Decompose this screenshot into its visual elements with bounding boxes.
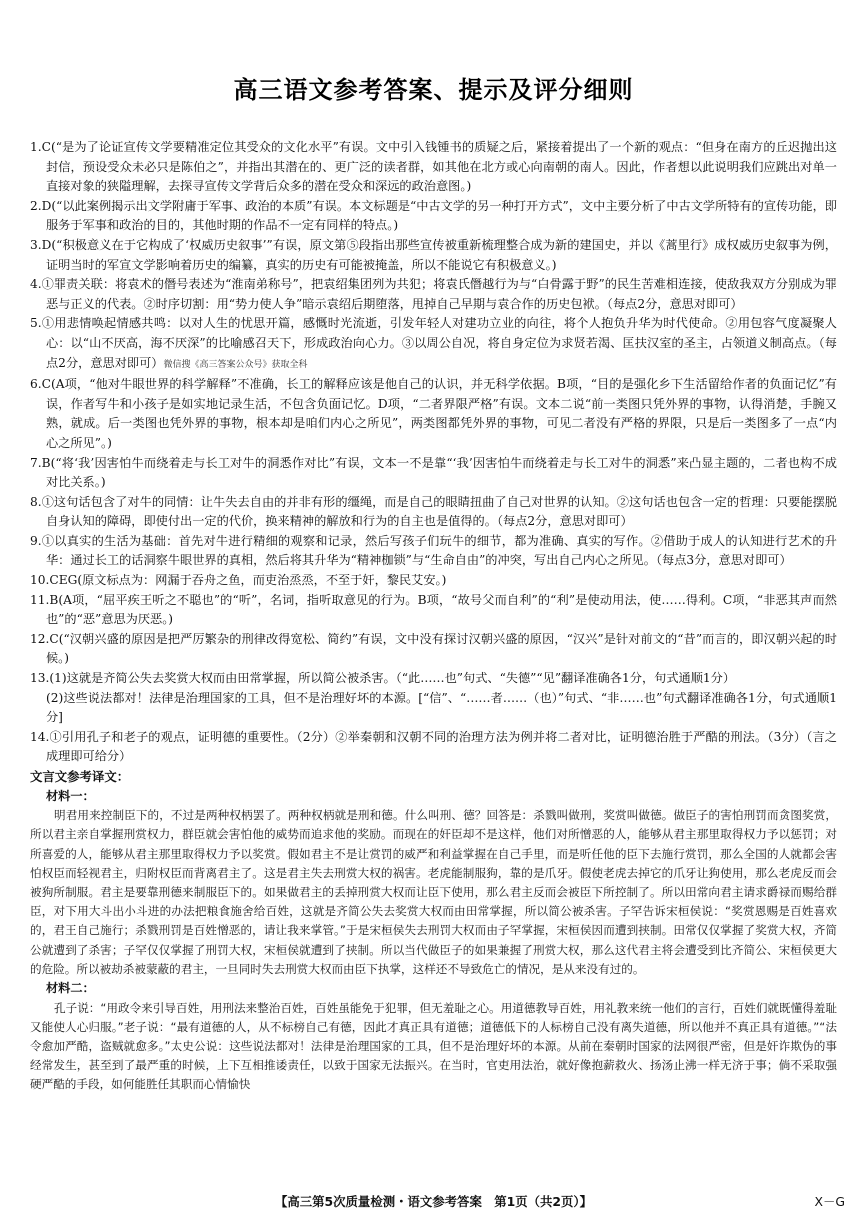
answer-text: ①这句话包含了对牛的同情：让牛失去自由的并非有形的缰绳，而是自己的眼睛扭曲了自己对世界的认知。②这句话也包含一定的哲理：只要能摆脱自身认知的障碍，即使付出一定的代价，换来精神的解放和行为的自主也是值得的。（每点2分，意思对即可） xyxy=(41,494,837,529)
material-1-translation: 明君用来控制臣下的，不过是两种权柄罢了。两种权柄就是刑和德。什么叫刑、德？回答是：杀戮叫做刑，奖赏叫做德。做臣子的害怕刑罚而贪图奖赏，所以君主亲自掌握刑赏权力，群臣就会害怕他的威势而追求他的奖励。而现在的奸臣却不是这样，他们对所憎恶的人，能够从君主那里取得权力予以惩罚；对所喜爱的人，能够从君主那里取得权力予以奖赏。假如君主不是让赏罚的威严和利益掌握在自己手里，而是听任他的臣下去施行赏罚，那么全国的人就都会害怕权臣而轻视君主，归附权臣而背离君主了。这是君主失去刑赏大权的祸害。老虎能制服狗，靠的是爪牙。假使老虎去掉它的爪牙让狗使用，那么老虎反而会被狗所制服。君主是要靠刑德来制服臣下的。如果做君主的丢掉刑赏大权而让臣下使用，那么君主反而会被臣下所控制了。所以田常向君主请求爵禄而赐给群臣，对下用大斗出小斗进的办法把粮食施舍给百姓，这就是齐简公失去奖赏大权而由田常掌握，所以简公被杀害。子罕告诉宋桓侯说：“奖赏恩赐是百姓喜欢的，君王自己施行；杀戮刑罚是百姓憎恶的，请让我来掌管。”于是宋桓侯失去刑罚大权而由子罕掌握，宋桓侯因而遭到挟制。田常仅仅掌握了奖赏大权，齐简公就遭到了杀害；子罕仅仅掌握了刑罚大权，宋桓侯就遭到了挟制。所以当代做臣子的如果兼握了刑赏大权，那么这代君主将会遭受到比齐简公、宋桓侯更大的危险。所以被劫杀被蒙蔽的君主，一旦同时失去刑赏大权而由臣下执掌，这样还不导致危亡的情况，是从来没有过的。 xyxy=(30,808,837,976)
answer-text: D(“以此案例揭示出文学附庸于军事、政治的本质”有误。本文标题是“中古文学的另一种打开方式”，文中主要分析了中古文学所特有的宣传功能，即服务于军事和政治的目的，其他时期的作品不一定有同样的特点。) xyxy=(41,198,837,233)
answer-number: 5. xyxy=(30,316,42,331)
answer-11 xyxy=(30,591,837,630)
answer-7 xyxy=(30,454,837,493)
material-1-heading: 材料一： xyxy=(46,788,95,803)
answer-text: C(“汉朝兴盛的原因是把严厉繁杂的刑律改得宽松、简约”有误，文中没有探讨汉朝兴盛的原因，“汉兴”是针对前文的“昔”而言的，即汉朝兴起的时候。) xyxy=(46,631,837,666)
answer-5 xyxy=(30,314,837,375)
answer-text: ①以真实的生活为基础：首先对牛进行精细的观察和记录，然后写孩子们玩牛的细节，都为准确、真实的写作。②借助于成人的认知进行艺术的升华：通过长工的话洞察牛眼世界的真相，然后将其升华为“精神枷锁”与“生命自由”的冲突，写出自己内心之所见。（每点3分，意思对即可） xyxy=(41,533,837,568)
material-2-heading: 材料二： xyxy=(46,981,95,996)
answer-10 xyxy=(30,571,837,591)
answers-content xyxy=(30,138,837,1095)
answer-text: (1)这就是齐简公失去奖赏大权而由田常掌握，所以简公被杀害。（“此……也”句式、“失德”“见”翻译准确各1分，句式通顺1分） xyxy=(49,671,736,686)
page-footer: 【高三第5次质量检测・语文参考答案 第1页（共2页）】 xyxy=(274,1194,593,1209)
answer-number: 1. xyxy=(30,140,42,154)
answer-number: 13. xyxy=(30,671,50,686)
answer-text: D(“积极意义在于它构成了‘权威历史叙事’”有误，原文第⑤段指出那些宣传被重新梳理整合成为新的建国史，并以《蒿里行》成权威历史叙事为例，证明当时的军宣文学影响着历史的编纂，真实的历史有可能被掩盖，所以不能说它有积极意义。) xyxy=(41,237,837,272)
answer-number: 14. xyxy=(30,729,50,744)
answer-text: B(“将‘我’因害怕牛而绕着走与长工对牛的洞悉作对比”有误，文本一不是靠“‘我’因害怕牛而绕着走与长工对牛的洞悉”来凸显主题的，二者也构不成对比关系。) xyxy=(41,455,837,490)
answer-number: 4. xyxy=(30,277,42,292)
answer-number: 10. xyxy=(30,573,50,588)
answer-text: C(“是为了论证宣传文学要精准定位其受众的文化水平”有误。文中引入钱锺书的质疑之后，紧接着提出了一个新的观点：“但身在南方的丘迟抛出这封信，预设受众未必只是陈伯之”，并指出其潜在的、更广泛的读者群，如其他在北方或心向南朝的南人。因此，作者想以此说明我们应跳出对单一直接对象的狭隘理解，去探寻宣传文学背后众多的潜在受众和深远的政治意图。) xyxy=(41,140,837,194)
answer-4 xyxy=(30,275,837,314)
answer-number: 8. xyxy=(30,494,42,509)
answer-14 xyxy=(30,728,837,767)
answer-12 xyxy=(30,630,837,669)
answer-6 xyxy=(30,375,837,453)
translation-heading: 文言文参考译文： xyxy=(30,769,130,784)
answer-number: 6. xyxy=(30,377,42,392)
answer-text: CEG(原文标点为：网漏于吞舟之鱼，而吏治烝烝，不至于奸，黎民艾安。) xyxy=(49,573,447,588)
answer-text: ①用悲情唤起情感共鸣：以对人生的忧思开篇，感慨时光流逝，引发年轻人对建功立业的向往，将个人抱负升华为时代使命。②用包容气度凝聚人心：以“山不厌高，海不厌深”的比喻感召天下，形成政治向心力。③以周公自况，将自身定位为求贤若渴、匡扶汉室的圣主，占领道义制高点。（每点2分，意思对即可） xyxy=(41,316,837,370)
answer-number: 9. xyxy=(30,533,42,548)
answer-text: ①引用孔子和老子的观点，证明德的重要性。（2分）②举秦朝和汉朝不同的治理方法为例并将二者对比，证明德治胜于严酷的刑法。（3分）（言之成理即可给分） xyxy=(46,729,837,764)
answer-3 xyxy=(30,236,837,275)
material-2-translation: 孔子说：“用政令来引导百姓，用刑法来整治百姓，百姓虽能免于犯罪，但无羞耻之心。用道德教导百姓，用礼教来统一他们的言行，百姓们就既懂得羞耻又能使人心归服。”老子说：“最有道德的人，从不标榜自己有德，因此才真正具有道德；道德低下的人标榜自己没有离失道德，所以他并不真正具有道德。”“法令愈加严酷，盗贼就愈多。”太史公说：这些说法都对！法律是治理国家的工具，但不是治理好坏的本源。从前在秦朝时国家的法网很严密，但是奸诈欺伪的事经常发生，甚至到了最严重的时候，上下互相推诿责任，以致于国家无法振兴。在当时，官吏用法治，就好像抱薪救火、扬汤止沸一样无济于事；倘不采取强硬严酷的手段，如何能胜任其职而心情愉快 xyxy=(30,1000,837,1092)
answer-number: 12. xyxy=(30,631,50,646)
answer-13-part-2: (2)这些说法都对！法律是治理国家的工具，但不是治理好坏的本源。[“信”、“……者……（也）”句式、“非……也”句式翻译准确各1分，句式通顺1分] xyxy=(46,690,837,725)
answer-text: ①罪责关联：将袁术的僭号表述为“淮南弟称号”，把袁绍集团列为共犯；将袁氏僭越行为与“白骨露于野”的民生苦难相连接，使敌我双方分别成为罪恶与正义的代表。②时序切割：用“势力使人争”暗示袁绍后期堕落，甩掉自己早期与袁合作的历史包袱。（每点2分，意思对即可） xyxy=(41,277,837,311)
answer-2 xyxy=(30,197,837,236)
footer-code: X－G xyxy=(814,1194,845,1209)
page-title: 高三语文参考答案、提示及评分细则 xyxy=(233,76,634,104)
answer-9 xyxy=(30,532,837,571)
answer-text: B(A项，“屈平疾王听之不聪也”的“听”，名词，指听取意见的行为。B项，“故号父而自利”的“利”是使动用法，使……得利。C项，“非恶其声而然也”的“恶”意思为厌恶。) xyxy=(46,592,837,627)
answer-13 xyxy=(30,669,837,689)
answer-number: 7. xyxy=(30,455,42,470)
answer-number: 3. xyxy=(30,237,42,252)
answer-number: 11. xyxy=(30,592,50,607)
answer-8 xyxy=(30,493,837,532)
answer-1 xyxy=(30,138,837,197)
watermark-note: 微信搜《高三答案公众号》获取全科 xyxy=(163,359,308,370)
answer-text: C(A项，“他对牛眼世界的科学解释”不准确，长工的解释应该是他自己的认识，并无科学依据。B项，“目的是强化乡下生活留给作者的负面记忆”有误，作者写牛和小孩子是如实地记录生活，不包含负面记忆。D项，“二者界限严格”有误。文本二说“前一类图只凭外界的事物，认得消楚，手腕又熟，就成。后一类图也凭外界的事物，根本却是咱们内心之所见”，两类图都凭外界的事物，可见二者没有严格的界限，只是后一类图多了一点“内心之所见”。) xyxy=(41,377,837,450)
answer-number: 2. xyxy=(30,198,42,213)
